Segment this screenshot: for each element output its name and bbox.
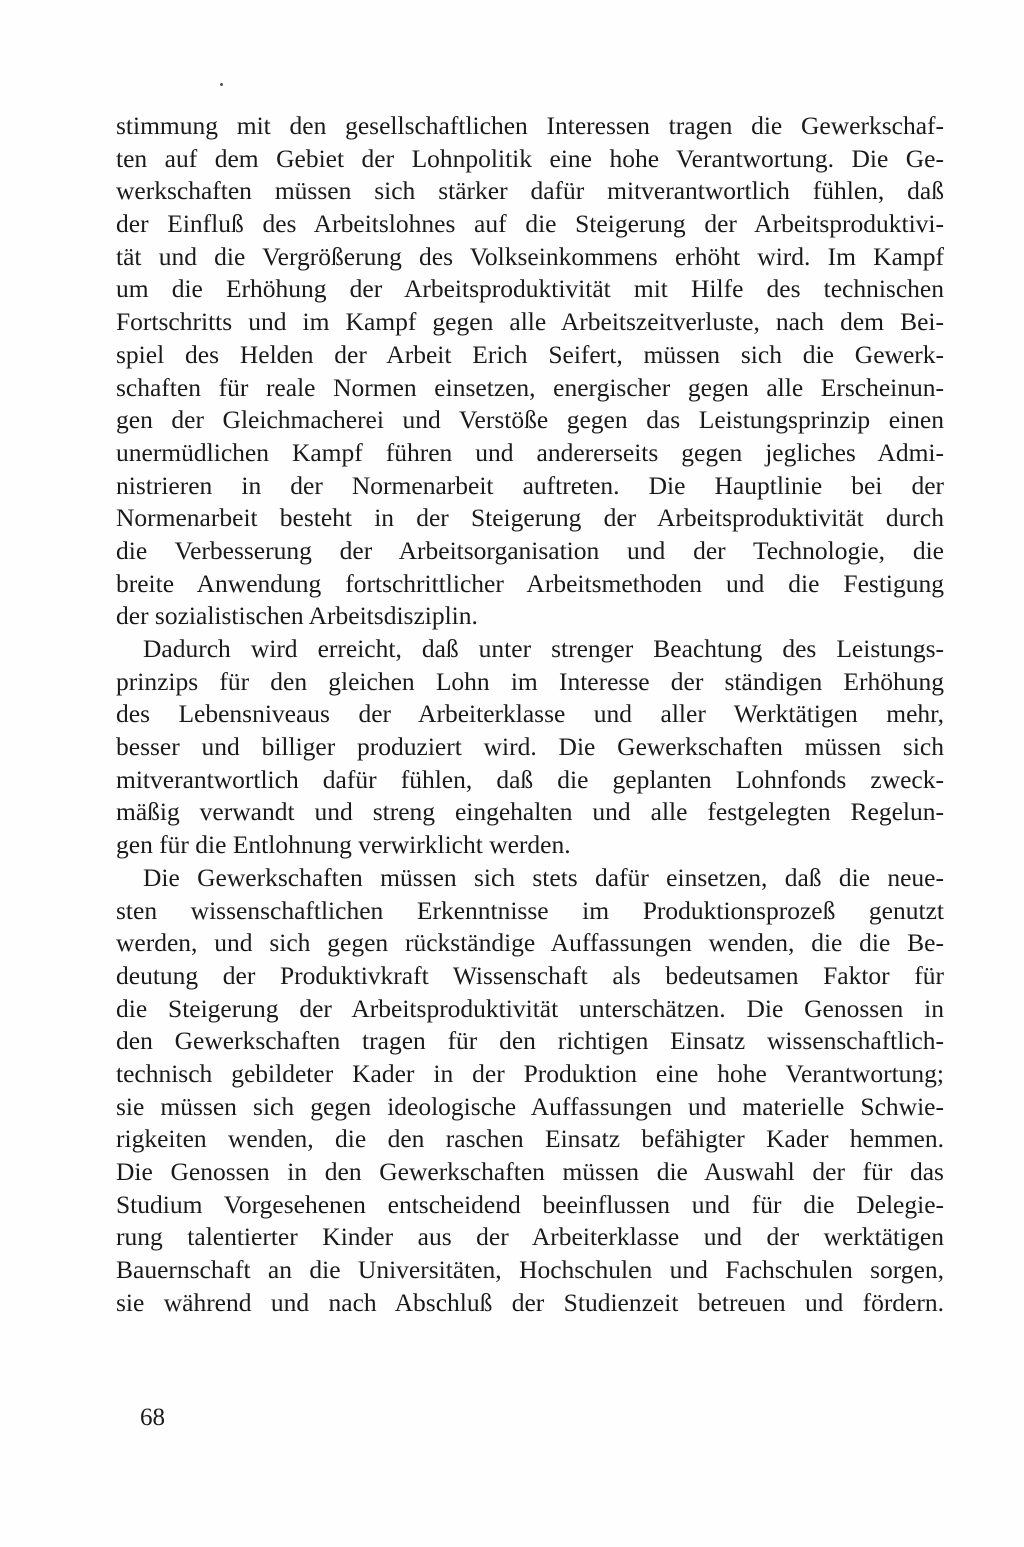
paragraph-3: [116, 862, 944, 1320]
paragraph-1: [116, 110, 944, 633]
text-line: rung talentierter Kinder aus der Arbeiterklasse und der werktätigen: [116, 1222, 944, 1252]
text-line: gen für die Entlohnung verwirklicht werden.: [116, 830, 571, 860]
text-line: rigkeiten wenden, die den raschen Einsatz befähigter Kader hemmen.: [116, 1124, 944, 1154]
text-line: ten auf dem Gebiet der Lohnpolitik eine hohe Verantwortung. Die Ge-: [116, 143, 944, 173]
text-line: Fortschritts und im Kampf gegen alle Arbeitszeitverluste, nach dem Bei-: [116, 307, 944, 337]
text-line: die Verbesserung der Arbeitsorganisation und der Technologie, die: [116, 535, 944, 565]
paragraph-2: [116, 633, 944, 862]
text-line: prinzips für den gleichen Lohn im Interesse der ständigen Erhöhung: [116, 666, 944, 696]
text-line: werden, und sich gegen rückständige Auffassungen wenden, die die Be-: [116, 928, 944, 958]
text-line: den Gewerkschaften tragen für den richtigen Einsatz wissenschaftlich-: [116, 1026, 944, 1056]
text-line: deutung der Produktivkraft Wissenschaft als bedeutsamen Faktor für: [116, 960, 944, 990]
text-line: Normenarbeit besteht in der Steigerung der Arbeitsproduktivität durch: [116, 503, 944, 533]
text-line: sten wissenschaftlichen Erkenntnisse im Produktionsprozeß genutzt: [116, 895, 944, 925]
text-line: werkschaften müssen sich stärker dafür mitverantwortlich fühlen, daß: [116, 176, 944, 206]
text-line: nistrieren in der Normenarbeit auftreten. Die Hauptlinie bei der: [116, 470, 944, 500]
text-line: gen der Gleichmacherei und Verstöße gegen das Leistungsprinzip einen: [116, 405, 944, 435]
text-line: unermüdlichen Kampf führen und andererseits gegen jegliches Admi-: [116, 437, 944, 467]
text-line: sie während und nach Abschluß der Studienzeit betreuen und fördern.: [116, 1287, 944, 1317]
text-line: mäßig verwandt und streng eingehalten und alle festgelegten Regelun-: [116, 797, 944, 827]
body-text: [116, 110, 944, 1319]
text-line: des Lebensniveaus der Arbeiterklasse und aller Werktätigen mehr,: [116, 699, 944, 729]
text-line: die Steigerung der Arbeitsproduktivität unterschätzen. Die Genossen in: [116, 993, 944, 1023]
text-line: Studium Vorgesehenen entscheidend beeinflussen und für die Delegie-: [116, 1189, 944, 1219]
text-line: um die Erhöhung der Arbeitsproduktivität mit Hilfe des technischen: [116, 274, 944, 304]
page-number: 68: [140, 1404, 165, 1431]
text-line: Dadurch wird erreicht, daß unter strenger Beachtung des Leistungs-: [143, 634, 944, 663]
text-line: der Einfluß des Arbeitslohnes auf die Steigerung der Arbeitsproduktivi-: [116, 209, 944, 239]
text-line: Die Genossen in den Gewerkschaften müssen die Auswahl der für das: [116, 1157, 944, 1186]
text-line: Bauernschaft an die Universitäten, Hochschulen und Fachschulen sorgen,: [116, 1255, 944, 1285]
text-line: mitverantwortlich dafür fühlen, daß die geplanten Lohnfonds zweck-: [116, 764, 944, 794]
scan-speck: [220, 83, 223, 86]
text-line: tät und die Vergrößerung des Volkseinkommens erhöht wird. Im Kampf: [116, 241, 944, 271]
text-line: technisch gebildeter Kader in der Produktion eine hohe Verantwortung;: [116, 1058, 944, 1088]
text-line: sie müssen sich gegen ideologische Auffassungen und materielle Schwie-: [116, 1091, 944, 1121]
text-line: schaften für reale Normen einsetzen, energischer gegen alle Erscheinun-: [116, 372, 944, 402]
text-line: besser und billiger produziert wird. Die Gewerkschaften müssen sich: [116, 732, 944, 762]
text-line: breite Anwendung fortschrittlicher Arbeitsmethoden und die Festigung: [116, 568, 944, 598]
text-line: stimmung mit den gesellschaftlichen Interessen tragen die Gewerkschaf-: [116, 111, 944, 140]
text-line: der sozialistischen Arbeitsdisziplin.: [116, 601, 478, 631]
text-line: Die Gewerkschaften müssen sich stets dafür einsetzen, daß die neue-: [143, 862, 944, 892]
text-line: spiel des Helden der Arbeit Erich Seifert, müssen sich die Gewerk-: [116, 339, 944, 369]
